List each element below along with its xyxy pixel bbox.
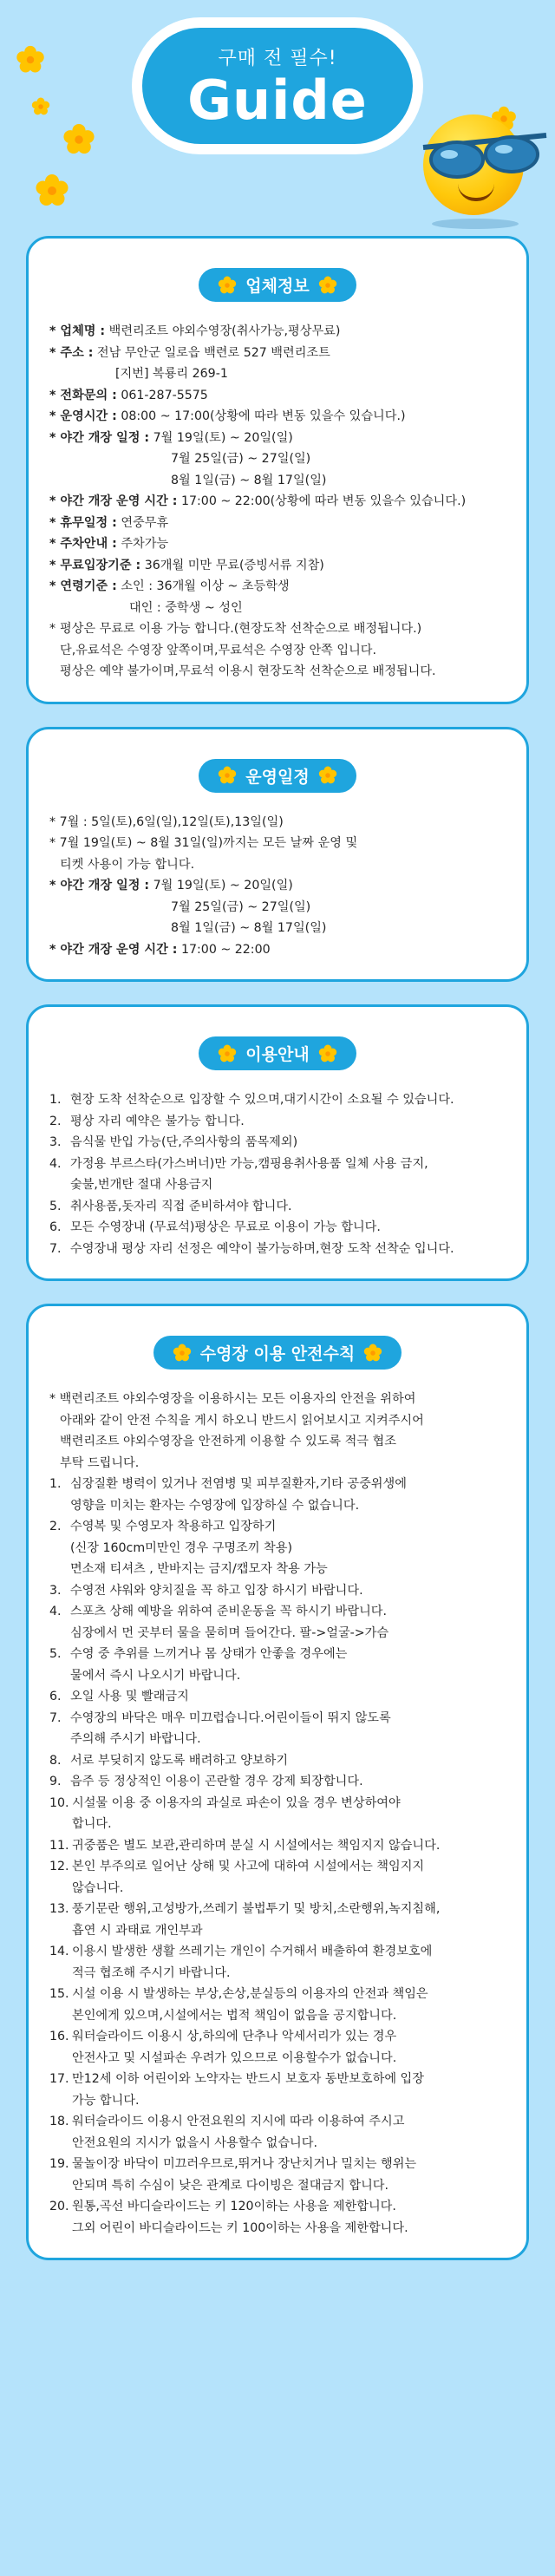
- list-item-text: 스포츠 상해 예방을 위하여 준비운동을 꼭 하시기 바랍니다.: [70, 1605, 388, 1618]
- safety-item: [49, 1856, 506, 1899]
- usage-item: [49, 1111, 506, 1133]
- page-title: Guide: [187, 68, 368, 132]
- list-item-text: 음식물 반입 가능(단,주의사항의 품목제외): [70, 1135, 298, 1149]
- safety-item: [49, 2026, 506, 2069]
- safety-item: [49, 1793, 506, 1835]
- safety-item: [49, 2069, 506, 2111]
- list-number: 15.: [49, 1987, 69, 2001]
- list-item-text: 않습니다.: [72, 1880, 124, 1895]
- list-item-text: 그외 어린이 바디슬라이드는 키 100이하는 사용을 제한합니다.: [72, 2220, 408, 2235]
- list-item-text: 음주 등 정상적인 이용이 곤란할 경우 강제 퇴장합니다.: [70, 1775, 363, 1788]
- safety-item: [49, 1899, 506, 1941]
- list-number: 16.: [49, 2030, 69, 2043]
- safety-item: [49, 1750, 506, 1772]
- list-item-text: 가정용 부르스타(가스버너)만 가능,캠핑용취사용품 일체 사용 금지,: [70, 1156, 428, 1171]
- info-note: 평상은 예약 불가이며,무료석 이용시 현장도착 선착순으로 배정됩니다.: [60, 664, 436, 678]
- list-number: 10.: [49, 1795, 69, 1810]
- safety-intro: * 백련리조트 야외수영장을 이용하시는 모든 이용자의 안전을 위하여: [49, 1392, 416, 1406]
- usage-item: [49, 1154, 506, 1196]
- list-number: 6.: [49, 1220, 62, 1234]
- list-item-text: 가능 합니다.: [72, 2093, 140, 2108]
- safety-item: [49, 1835, 506, 1857]
- list-item-text: 본인에게 있으며,시설에서는 법적 책임이 없음을 공지합니다.: [72, 2008, 397, 2023]
- schedule-night-row: * 야간 개장 일정 : 7월 19일(토) ~ 20일(일): [49, 879, 293, 892]
- schedule-row: * 7월 : 5일(토),6일(일),12일(토),13일(일): [49, 814, 284, 829]
- list-number: 5.: [49, 1199, 62, 1213]
- list-number: 20.: [49, 2200, 69, 2213]
- list-number: 17.: [49, 2072, 69, 2086]
- list-number: 9.: [49, 1775, 62, 1788]
- section-title: [153, 1336, 402, 1370]
- list-number: 2.: [49, 1520, 62, 1533]
- list-item-text: 현장 도착 선착순으로 입장할 수 있으며,대기시간이 소요될 수 있습니다.: [70, 1093, 454, 1107]
- list-number: 19.: [49, 2157, 69, 2171]
- list-number: 3.: [49, 1135, 62, 1149]
- safety-item: [49, 1516, 506, 1580]
- header: [0, 0, 555, 236]
- section-title-text: 업체정보: [245, 277, 310, 296]
- list-item-text: 물에서 즉시 나오시기 바랍니다.: [70, 1668, 241, 1683]
- safety-item: [49, 1686, 506, 1708]
- safety-item: [49, 1941, 506, 1984]
- section-title-text: 수영장 이용 안전수칙: [199, 1344, 356, 1363]
- sunglasses-icon: [418, 130, 548, 191]
- safety-item: [49, 1644, 506, 1686]
- safety-item: [49, 2111, 506, 2154]
- list-number: 4.: [49, 1156, 62, 1171]
- business-info-card: [26, 236, 529, 704]
- list-item-text: 만12세 이하 어린이와 노약자는 반드시 보호자 동반보호하에 입장: [72, 2072, 424, 2086]
- safety-item: [49, 1771, 506, 1793]
- info-row-parking: * 주차안내 : 주차가능: [49, 537, 169, 551]
- usage-item: [49, 1089, 506, 1111]
- info-row-closed: * 휴무일정 : 연중무휴: [49, 515, 169, 530]
- list-item-text: 수영복 및 수영모자 착용하고 입장하기: [70, 1520, 277, 1533]
- schedule-night-hours-row: * 야간 개장 운영 시간 : 17:00 ~ 22:00: [49, 942, 271, 957]
- list-item-text: 워터슬라이드 이용시 안전요원의 지시에 따라 이용하여 주시고: [72, 2115, 405, 2128]
- section-title: [199, 759, 356, 793]
- list-number: 8.: [49, 1753, 62, 1768]
- flower-icon: [173, 1344, 192, 1363]
- safety-list: [49, 1474, 506, 2239]
- info-row-free-entry: * 무료입장기준 : 36개월 미만 무료(증빙서류 지참): [49, 558, 324, 572]
- safety-item: [49, 1601, 506, 1644]
- list-item-text: 안전요원의 지시가 없을시 사용할수 없습니다.: [72, 2135, 317, 2150]
- list-number: 6.: [49, 1690, 62, 1703]
- flower-icon: [218, 1044, 237, 1063]
- flower-icon: [62, 123, 95, 156]
- flower-icon: [218, 276, 237, 295]
- list-number: 13.: [49, 1902, 69, 1916]
- usage-item: [49, 1196, 506, 1218]
- list-item-text: 원통,곡선 바디슬라이드는 키 120이하는 사용을 제한합니다.: [72, 2200, 396, 2213]
- safety-item: [49, 2154, 506, 2196]
- list-number: 12.: [49, 1860, 69, 1873]
- info-row-jibun: [지번] 복룡리 269-1: [115, 367, 228, 381]
- list-item-text: 시설 이용 시 발생하는 부상,손상,분실등의 이용자의 안전과 책임은: [72, 1987, 428, 2001]
- list-item-text: 취사용품,돗자리 직접 준비하셔야 합니다.: [70, 1199, 292, 1213]
- list-number: 2.: [49, 1114, 62, 1128]
- hero-kicker: 구매 전 필수!: [218, 47, 337, 69]
- safety-content: * 백련리조트 야외수영장을 이용하시는 모든 이용자의 안전을 위하여 아래와 같이 안전 수칙을 게시 하오니 반드시 읽어보시고 지켜주시어 백련리조트 야외수영장을 안전하게 이용할 수 있도록 적극 협조 부탁 드립니다. 1. 심장질환 병력이 있거나 전염병 및 피부질환자,기타 공중위생에 영향을 미치는 환자는 수영장에 입장하실 수 없습니다. 2. 수영복 및 수영모자 착용하고 입장하기 (신장 160cm미만인 경우 구명조끼 착용) 면소재 티셔츠 , 반바지는 금지/캡모자 착용 가능 3. 수영전 샤워와 양치질을 꼭 하고 입장 하시기 바랍니다. 4. 스포츠 상해 예방을 위하여 준비운동을 꼭 하시기 바랍니다. 심장에서 먼 곳부터 물을 묻히며 들어간다. 팔->얼굴->가슴 5. 수영 중 추위를 느끼거나 몸 상태가 안좋을 경우에는 물에서 즉시 나오시기 바랍니다. 6. 오일 사용 및 빨래금지 7. 수영장의 바닥은 매우 미끄럽습니다.어린이들이 뛰지 않도록 주의해 주시기 바랍니다. 8. 서로 부딪히지 않도록 배려하고 양보하기 9. 음주 등 정상적인 이용이 곤란할 경우 강제 퇴장합니다. 10. 시설물 이용 중 이용자의 과실로 파손이 있을 경우 변상하여야 합니다. 11. 귀중품은 별도 보관,관리하며 분실 시 시설에서는 책임지지 않습니다. 12. 본인 부주의로 일어난 상해 및 사고에 대하여 시설에서는 책임지지 않습니다. 13. 풍기문란 행위,고성방가,쓰레기 불법투기 및 방치,소란행위,녹지침해, 흡연 시 과태료 개인부과 14. 이용시 발생한 생활 쓰레기는 개인이 수거해서 배출하여 환경보호에 적극 협조해 주시기 바랍니다. 15. 시설 이용 시 발생하는 부상,손상,분실등의 이용자의 안전과 책임은 본인에게 있으며,시설에서는 법적 책임이 없음을 공지합니다. 16. 워터슬라이드 이용시 상,하의에 단추나 악세서리가 있는 경우 안전사고 및 시설파손 우려가 있으므로 이용할수가 없습니다. 17. 만12세 이하 어린이와 노약자는 반드시 보호자 동반보호하에 입장 가능 합니다. 18. 워터슬라이드 이용시 안전요원의 지시에 따라 이용하여 주시고 안전요원의 지시가 없을시 사용할수 없습니다. 19. 물놀이장 바닥이 미끄러우므로,뛰거나 장난치거나 밀치는 행위는 안되며 특히 수심이 낮은 관계로 다이빙은 절대금지 합니다. 20. 원통,곡선 바디슬라이드는 키 120이하는 사용을 제한합니다. 그외 어린이 바디슬라이드는 키 100이하는 사용을 제한합니다.: [49, 1389, 506, 2239]
- list-item-text: 안전사고 및 시설파손 우려가 있으므로 이용할수가 없습니다.: [72, 2050, 397, 2065]
- list-item-text: 안되며 특히 수심이 낮은 관계로 다이빙은 절대금지 합니다.: [72, 2178, 389, 2193]
- list-item-text: 이용시 발생한 생활 쓰레기는 개인이 수거해서 배출하여 환경보호에: [72, 1945, 433, 1958]
- list-number: 5.: [49, 1647, 62, 1661]
- business-info-content: * 업체명 : 백련리조트 야외수영장(취사가능,평상무료) * 주소 : 전남 무안군 일로읍 백련로 527 백련리조트 [지번] 복룡리 269-1 * 전화문의 : 061-287-5575 * 운영시간 : 08:00 ~ 17:00(상황에 따라 변동 있을수 있습니다.) * 야간 개장 일정 : 7월 19일(토) ~ 20일(일) 7월 25일(금) ~ 27일(일) 8월 1일(금) ~ 8월 17일(일) * 야간 개장 운영 시간 : 17:00 ~ 22:00(상황에 따라 변동 있을수 있습니다.) * 휴무일정 : 연중무휴 * 주차안내 : 주차가능 * 무료입장기준 : 36개월 미만 무료(증빙서류 지참) * 연령기준 : 소인 : 36개월 이상 ~ 초등학생 대인 : 중학생 ~ 성인 * 평상은 무료로 이용 가능 합니다.(현장도착 선착순으로 배정됩니다.) 단,유료석은 수영장 앞쪽이며,무료석은 수영장 안쪽 입니다. 평상은 예약 불가이며,무료석 이용시 현장도착 선착순으로 배정됩니다.: [49, 321, 506, 683]
- section-title-text: 운영일정: [245, 767, 310, 787]
- info-note: * 평상은 무료로 이용 가능 합니다.(현장도착 선착순으로 배정됩니다.): [49, 622, 422, 636]
- list-item-text: 영향을 미치는 환자는 수영장에 입장하실 수 없습니다.: [70, 1498, 360, 1513]
- list-number: 1.: [49, 1093, 62, 1107]
- flower-icon: [318, 276, 337, 295]
- list-item-text: 심장에서 먼 곳부터 물을 묻히며 들어간다. 팔->얼굴->가슴: [70, 1625, 389, 1640]
- list-item-text: 워터슬라이드 이용시 상,하의에 단추나 악세서리가 있는 경우: [72, 2030, 397, 2043]
- info-row-night-hours: * 야간 개장 운영 시간 : 17:00 ~ 22:00(상황에 따라 변동 있을수 있습니다.): [49, 494, 467, 508]
- list-number: 18.: [49, 2115, 69, 2128]
- info-row-phone: * 전화문의 : 061-287-5575: [49, 388, 208, 402]
- list-item-text: 면소재 티셔츠 , 반바지는 금지/캡모자 착용 가능: [70, 1562, 328, 1576]
- info-row-name: * 업체명 : 백련리조트 야외수영장(취사가능,평상무료): [49, 324, 341, 338]
- list-item-text: 숯불,번개탄 절대 사용금지: [70, 1178, 213, 1192]
- list-item-text: 모든 수영장내 (무료석)평상은 무료로 이용이 가능 합니다.: [70, 1220, 381, 1234]
- list-number: 3.: [49, 1583, 62, 1598]
- list-item-text: 적극 협조해 주시기 바랍니다.: [72, 1965, 231, 1980]
- section-title: [199, 1036, 356, 1070]
- info-note: 단,유료석은 수영장 앞쪽이며,무료석은 수영장 안쪽 입니다.: [60, 643, 377, 657]
- list-item-text: 심장질환 병력이 있거나 전염병 및 피부질환자,기타 공중위생에: [70, 1477, 407, 1491]
- hero-badge: [132, 17, 423, 154]
- section-title-text: 이용안내: [245, 1045, 310, 1064]
- safety-item: [49, 1984, 506, 2026]
- flower-icon: [363, 1344, 382, 1363]
- safety-item: [49, 2196, 506, 2239]
- emoji-shadow: [432, 219, 519, 229]
- flower-icon: [16, 45, 45, 75]
- schedule-card: [26, 727, 529, 983]
- list-number: 7.: [49, 1710, 62, 1725]
- list-item-text: 귀중품은 별도 보관,관리하며 분실 시 시설에서는 책임지지 않습니다.: [72, 1838, 441, 1853]
- list-item-text: 서로 부딪히지 않도록 배려하고 양보하기: [70, 1753, 289, 1768]
- flower-icon: [31, 97, 50, 116]
- list-item-text: 합니다.: [72, 1817, 112, 1831]
- safety-item: [49, 1580, 506, 1602]
- usage-list: [49, 1089, 506, 1259]
- list-item-text: 수영장내 평상 자리 선정은 예약이 불가능하며,현장 도착 선착순 입니다.: [70, 1241, 454, 1256]
- list-item-text: 시설물 이용 중 이용자의 과실로 파손이 있을 경우 변상하여야: [72, 1795, 401, 1810]
- list-item-text: 수영 중 추위를 느끼거나 몸 상태가 안좋을 경우에는: [70, 1647, 348, 1661]
- list-item-text: (신장 160cm미만인 경우 구명조끼 착용): [70, 1540, 292, 1555]
- list-item-text: 평상 자리 예약은 불가능 합니다.: [70, 1114, 245, 1128]
- info-row-night-schedule: * 야간 개장 일정 : 7월 19일(토) ~ 20일(일): [49, 430, 293, 445]
- safety-item: [49, 1474, 506, 1516]
- flower-icon: [35, 173, 69, 208]
- list-number: 4.: [49, 1605, 62, 1618]
- schedule-row: * 7월 19일(토) ~ 8월 31일(일)까지는 모든 날짜 운영 및: [49, 836, 358, 850]
- info-row-hours: * 운영시간 : 08:00 ~ 17:00(상황에 따라 변동 있을수 있습니다.): [49, 409, 406, 423]
- flower-icon: [218, 766, 237, 785]
- usage-item: [49, 1239, 506, 1260]
- list-item-text: 주의해 주시기 바랍니다.: [70, 1732, 201, 1746]
- safety-card: [26, 1304, 529, 2260]
- usage-card: [26, 1004, 529, 1281]
- usage-item: [49, 1217, 506, 1239]
- flower-icon: [318, 766, 337, 785]
- list-item-text: 풍기문란 행위,고성방가,쓰레기 불법투기 및 방치,소란행위,녹지침해,: [72, 1902, 441, 1916]
- info-row-age: * 연령기준 : 소인 : 36개월 이상 ~ 초등학생: [49, 579, 290, 593]
- list-number: 14.: [49, 1945, 69, 1958]
- list-number: 1.: [49, 1477, 62, 1491]
- list-item-text: 수영장의 바닥은 매우 미끄럽습니다.어린이들이 뛰지 않도록: [70, 1710, 391, 1725]
- list-item-text: 수영전 샤워와 양치질을 꼭 하고 입장 하시기 바랍니다.: [70, 1583, 363, 1598]
- list-item-text: 오일 사용 및 빨래금지: [70, 1690, 189, 1703]
- list-number: 11.: [49, 1838, 69, 1853]
- section-title: [199, 268, 356, 302]
- list-item-text: 흡연 시 과태료 개인부과: [72, 1923, 203, 1938]
- list-number: 7.: [49, 1241, 62, 1256]
- flower-icon: [318, 1044, 337, 1063]
- usage-item: [49, 1132, 506, 1154]
- schedule-content: * 7월 : 5일(토),6일(일),12일(토),13일(일) * 7월 19일(토) ~ 8월 31일(일)까지는 모든 날짜 운영 및 티켓 사용이 가능 합니다. * 야간 개장 일정 : 7월 19일(토) ~ 20일(일) 7월 25일(금) ~ 27일(일) 8월 1일(금) ~ 8월 17일(일) * 야간 개장 운영 시간 : 17:00 ~ 22:00: [49, 812, 506, 961]
- info-row-address: * 주소 : 전남 무안군 일로읍 백련로 527 백련리조트: [49, 345, 330, 360]
- list-item-text: 물놀이장 바닥이 미끄러우므로,뛰거나 장난치거나 밀치는 행위는: [72, 2157, 417, 2171]
- list-item-text: 본인 부주의로 일어난 상해 및 사고에 대하여 시설에서는 책임지지: [72, 1860, 425, 1873]
- safety-item: [49, 1708, 506, 1750]
